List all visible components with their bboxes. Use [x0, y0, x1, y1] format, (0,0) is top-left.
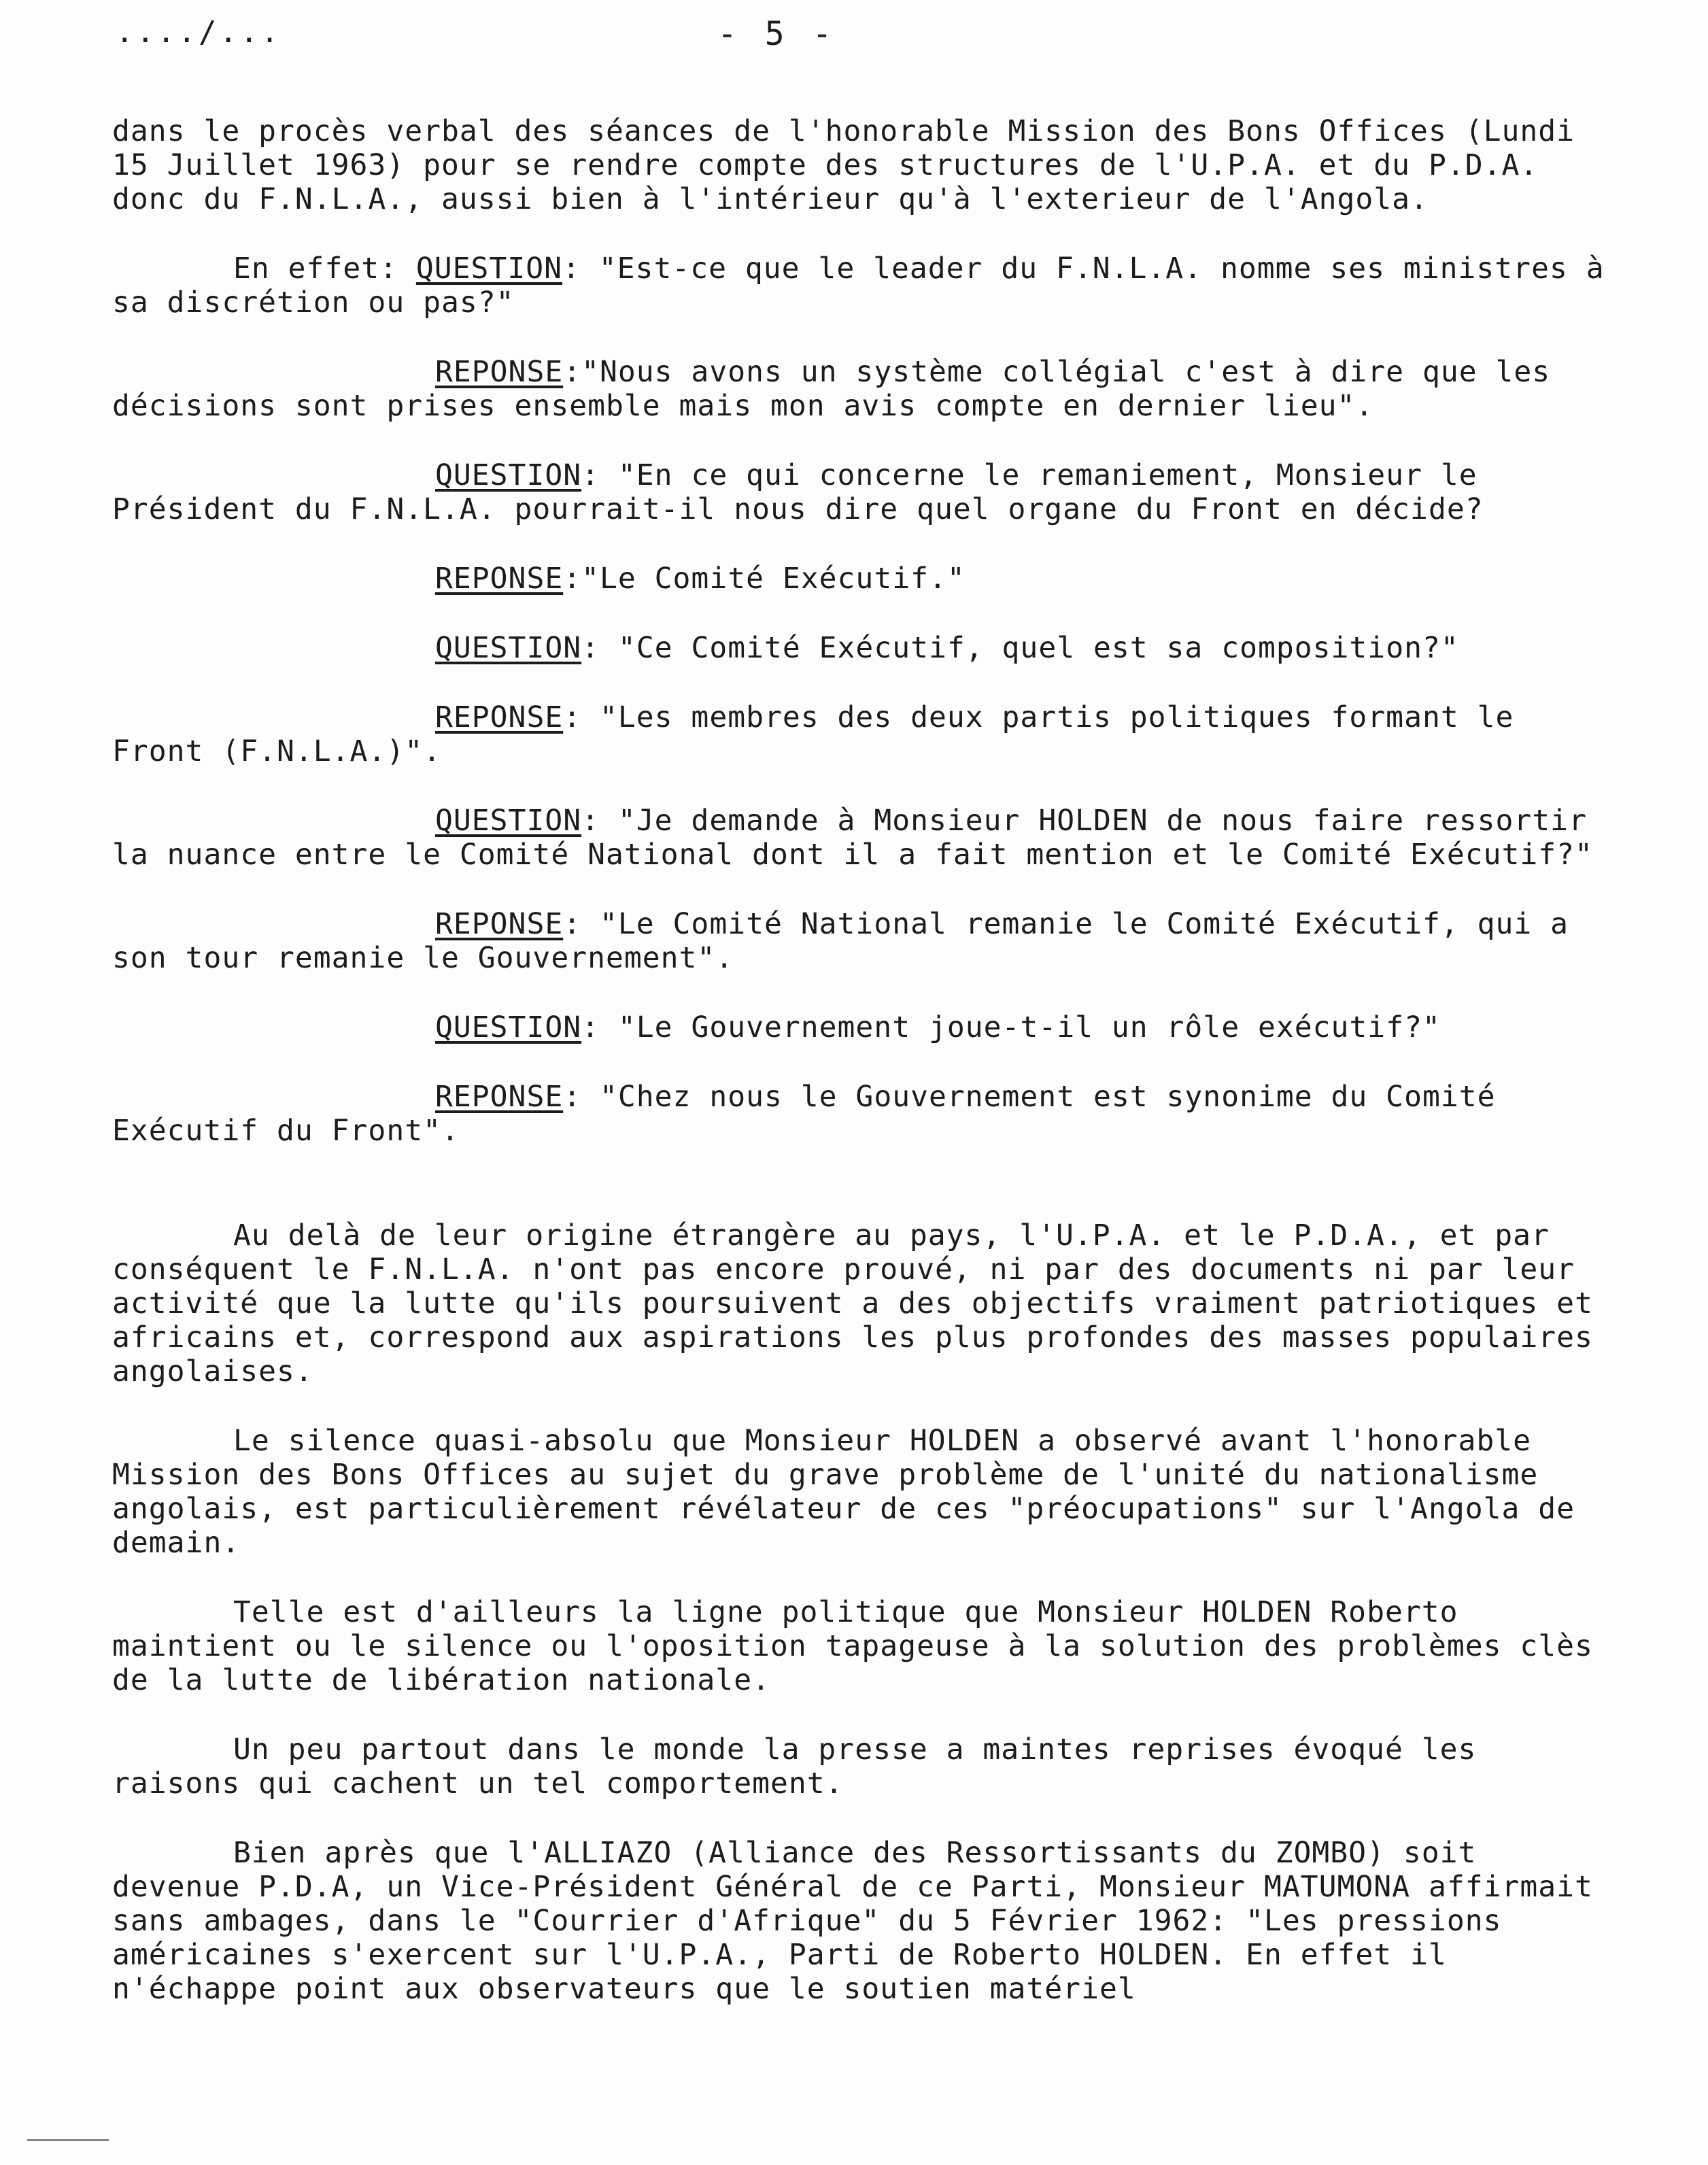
body-paragraph: Le silence quasi-absolu que Monsieur HOLDEN a observé avant l'honorable Mission des Bons Offices au sujet du grave problème de l'unité du nationalisme angolais, est particulièrement révélateur de ces "préocupations" sur l'Angola de demain.	[112, 1424, 1593, 1560]
document-body	[112, 114, 1622, 2041]
dialogue-answer	[112, 700, 1622, 768]
dialogue-text: : "Le Comité National remanie le Comité Exécutif, qui a son tour remanie le Gouvernement".	[112, 907, 1587, 975]
answer-label: REPONSE	[435, 700, 564, 734]
dialogue-answer	[112, 907, 1622, 975]
dialogue-answer	[112, 355, 1622, 423]
dialogue-question	[112, 804, 1622, 872]
question-label: QUESTION	[435, 1010, 582, 1044]
dialogue-text: : "Ce Comité Exécutif, quel est sa composition?"	[581, 631, 1459, 665]
question-label: QUESTION	[435, 804, 582, 838]
answer-label: REPONSE	[435, 1080, 564, 1114]
question-label: QUESTION	[435, 458, 582, 492]
dialogue-question	[112, 252, 1622, 320]
answer-label: REPONSE	[435, 907, 564, 941]
dialogue-question	[112, 631, 1622, 665]
continuation-mark: ..../...	[116, 15, 281, 50]
body-paragraph: Telle est d'ailleurs la ligne politique que Monsieur HOLDEN Roberto maintient ou le silence ou l'oposition tapageuse à la solution des problèmes clès de la lutte de libération nationale.	[112, 1595, 1611, 1697]
body-paragraph: Un peu partout dans le monde la presse a maintes reprises évoqué les raisons qui cachent un tel comportement.	[112, 1733, 1495, 1801]
body-paragraph: Bien après que l'ALLIAZO (Alliance des Ressortissants du ZOMBO) soit devenue P.D.A, un Vice-Président Général de ce Parti, Monsieur MATUMONA affirmait sans ambages, dans le "Courrier d'Afrique" du 5 Février 1962: "Les pressions américaines s'exercent sur l'U.P.A., Parti de Roberto HOLDEN. En effet il n'échappe point aux observateurs que le soutien matériel	[112, 1836, 1611, 2006]
dialogue-question	[112, 458, 1622, 526]
dialogue-text: : "Je demande à Monsieur HOLDEN de nous faire ressortir la nuance entre le Comité National dont il a fait mention et le Comité Exécutif?"	[112, 804, 1605, 872]
dialogue-text: :"Nous avons un système collégial c'est à dire que les décisions sont prises ensemble mais mon avis compte en dernier lieu".	[112, 355, 1569, 423]
answer-label: REPONSE	[435, 355, 564, 389]
question-label: QUESTION	[415, 252, 562, 286]
intro-paragraph: dans le procès verbal des séances de l'honorable Mission des Bons Offices (Lundi 15 Juillet 1963) pour se rendre compte des structures de l'U.P.A. et du P.D.A. donc du F.N.L.A., aussi bien à l'intérieur qu'à l'exterieur de l'Angola.	[112, 114, 1593, 216]
footer-rule	[27, 2139, 109, 2141]
lead-text: En effet:	[233, 252, 398, 286]
page-number: - 5 -	[717, 15, 836, 53]
dialogue-text: : "Est-ce que le leader du F.N.L.A. nomme ses ministres à sa discrétion ou pas?"	[112, 252, 1623, 320]
answer-label: REPONSE	[435, 562, 564, 596]
dialogue-text: : "En ce qui concerne le remaniement, Monsieur le Président du F.N.L.A. pourrait-il nous dire quel organe du Front en décide?	[112, 458, 1496, 526]
dialogue-question	[112, 1010, 1622, 1044]
dialogue-text: :"Le Comité Exécutif."	[563, 562, 966, 596]
dialogue-answer	[112, 1080, 1622, 1148]
dialogue-text: : "Les membres des deux partis politiques formant le Front (F.N.L.A.)".	[112, 700, 1533, 768]
body-paragraph: Au delà de leur origine étrangère au pays, l'U.P.A. et le P.D.A., et par conséquent le F.N.L.A. n'ont pas encore prouvé, ni par des documents ni par leur activité que la lutte qu'ils poursuivent a des objectifs vraiment patriotiques et africains et, correspond aux aspirations les plus profondes des masses populaires angolaises.	[112, 1218, 1611, 1388]
question-label: QUESTION	[435, 631, 582, 665]
dialogue-text: : "Chez nous le Gouvernement est synonime du Comité Exécutif du Front".	[112, 1080, 1514, 1148]
dialogue-text: : "Le Gouvernement joue-t-il un rôle exécutif?"	[581, 1010, 1441, 1044]
dialogue-answer	[112, 562, 1622, 596]
